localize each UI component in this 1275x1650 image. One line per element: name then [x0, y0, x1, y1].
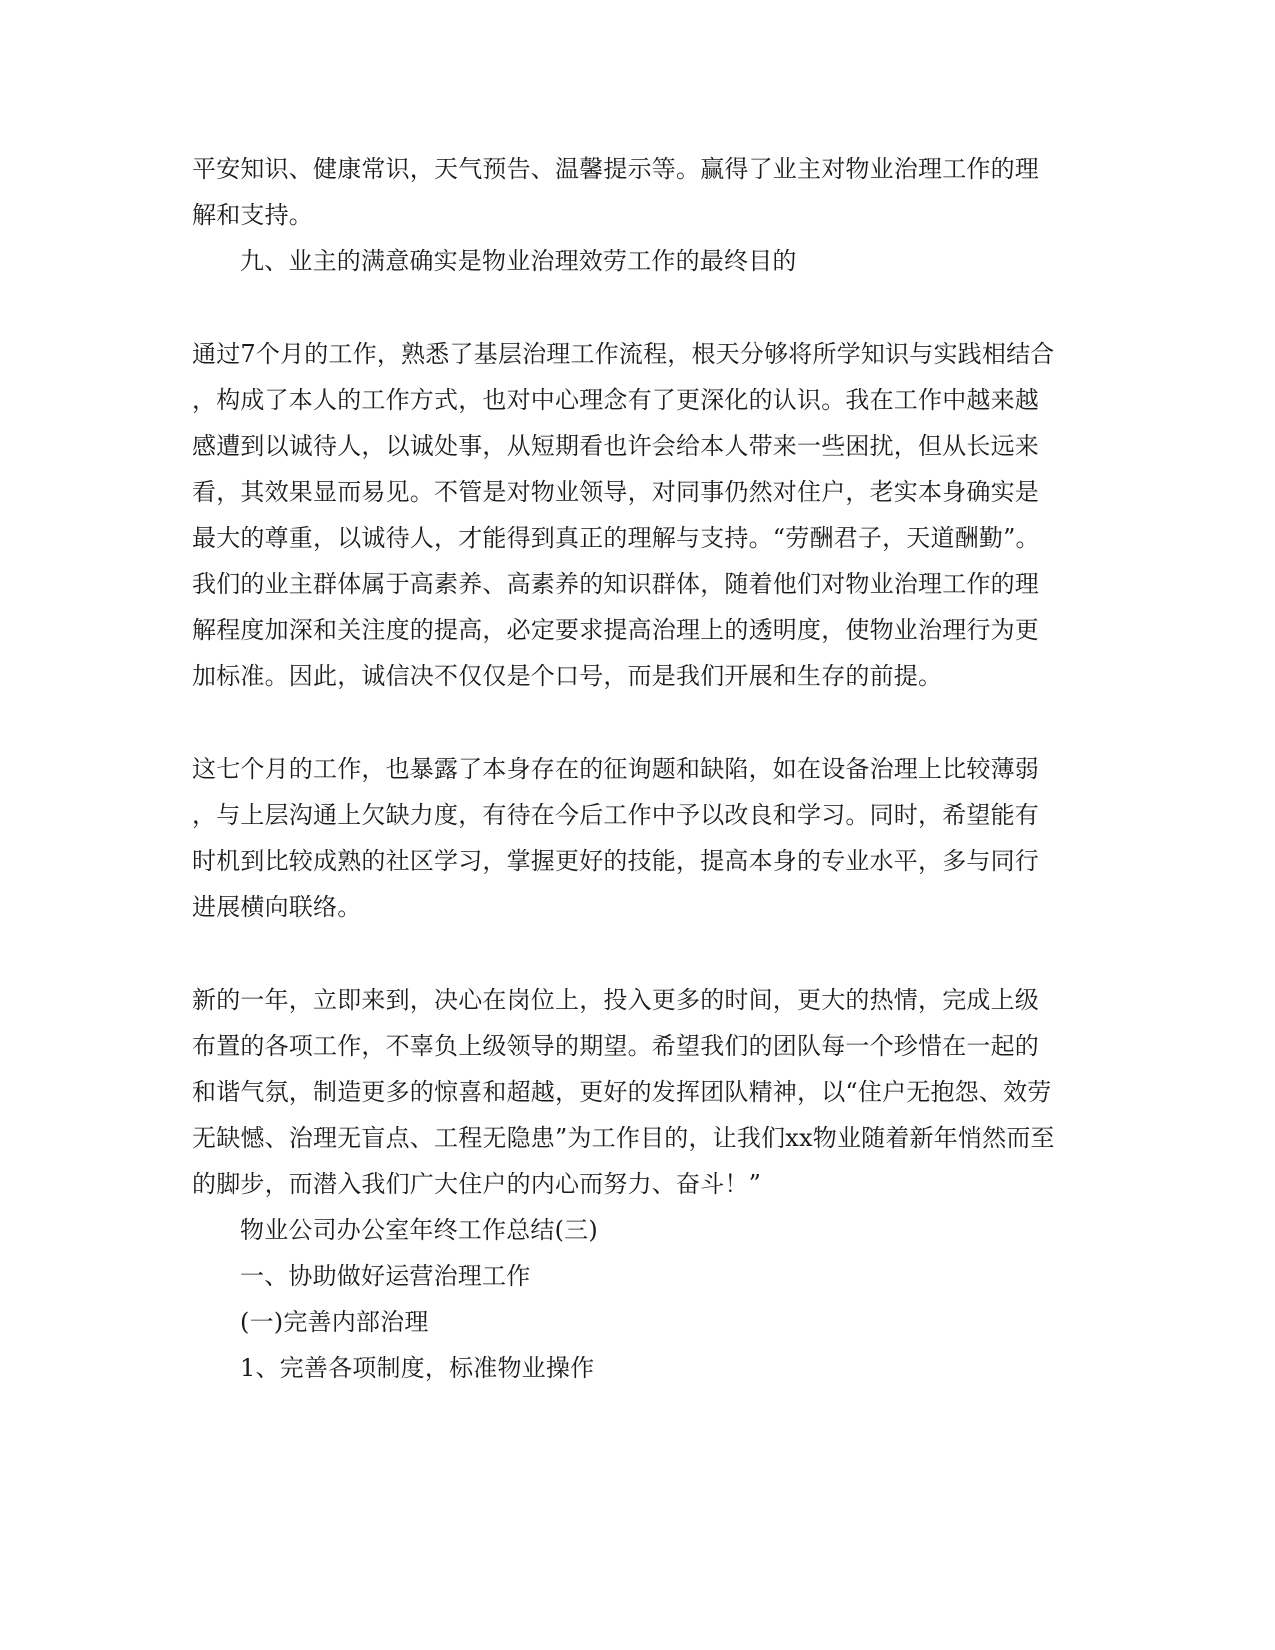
body-text-line: 无缺憾、治理无盲点、工程无隐患”为工作目的，让我们xx物业随着新年悄然而至: [192, 1124, 1055, 1152]
body-text-line: 解和支持。: [192, 201, 313, 229]
body-text-line: 的脚步，而潜入我们广大住户的内心而努力、奋斗！”: [192, 1170, 762, 1198]
body-text-line: 加标准。因此，诚信决不仅仅是个口号，而是我们开展和生存的前提。: [192, 662, 943, 690]
body-text-line: 进展横向联络。: [192, 893, 362, 921]
body-text-line: 我们的业主群体属于高素养、高素养的知识群体，随着他们对物业治理工作的理: [192, 570, 1039, 598]
list-item-heading: 1、完善各项制度，标准物业操作: [240, 1354, 595, 1382]
body-text-line: 通过7个月的工作，熟悉了基层治理工作流程，根天分够将所学知识与实践相结合: [192, 340, 1055, 368]
body-text-line: 感遭到以诚待人，以诚处事，从短期看也许会给本人带来一些困扰，但从长远来: [192, 432, 1039, 460]
section-heading: 一、协助做好运营治理工作: [240, 1262, 531, 1290]
body-text-line: 看，其效果显而易见。不管是对物业领导，对同事仍然对住户，老实本身确实是: [192, 478, 1039, 506]
body-text-line: ，与上层沟通上欠缺力度，有待在今后工作中予以改良和学习。同时，希望能有: [192, 801, 1039, 829]
body-text-line: 解程度加深和关注度的提高，必定要求提高治理上的透明度，使物业治理行为更: [192, 616, 1039, 644]
body-text-line: 平安知识、健康常识，天气预告、温馨提示等。赢得了业主对物业治理工作的理: [192, 155, 1039, 183]
subsection-heading: (一)完善内部治理: [240, 1308, 429, 1336]
document-title: 物业公司办公室年终工作总结(三): [240, 1216, 598, 1244]
body-text-line: 和谐气氛，制造更多的惊喜和超越，更好的发挥团队精神，以“住户无抱怨、效劳: [192, 1078, 1052, 1106]
body-text-line: 布置的各项工作，不辜负上级领导的期望。希望我们的团队每一个珍惜在一起的: [192, 1032, 1039, 1060]
body-text-line: 这七个月的工作，也暴露了本身存在的征询题和缺陷，如在设备治理上比较薄弱: [192, 755, 1039, 783]
body-text-line: ，构成了本人的工作方式，也对中心理念有了更深化的认识。我在工作中越来越: [192, 386, 1039, 414]
body-text-line: 最大的尊重，以诚待人，才能得到真正的理解与支持。“劳酬君子，天道酬勤”。: [192, 524, 1040, 552]
body-text-line: 时机到比较成熟的社区学习，掌握更好的技能，提高本身的专业水平，多与同行: [192, 847, 1039, 875]
body-text-line: 新的一年，立即来到，决心在岗位上，投入更多的时间，更大的热情，完成上级: [192, 986, 1039, 1014]
section-heading: 九、业主的满意确实是物业治理效劳工作的最终目的: [240, 247, 797, 275]
